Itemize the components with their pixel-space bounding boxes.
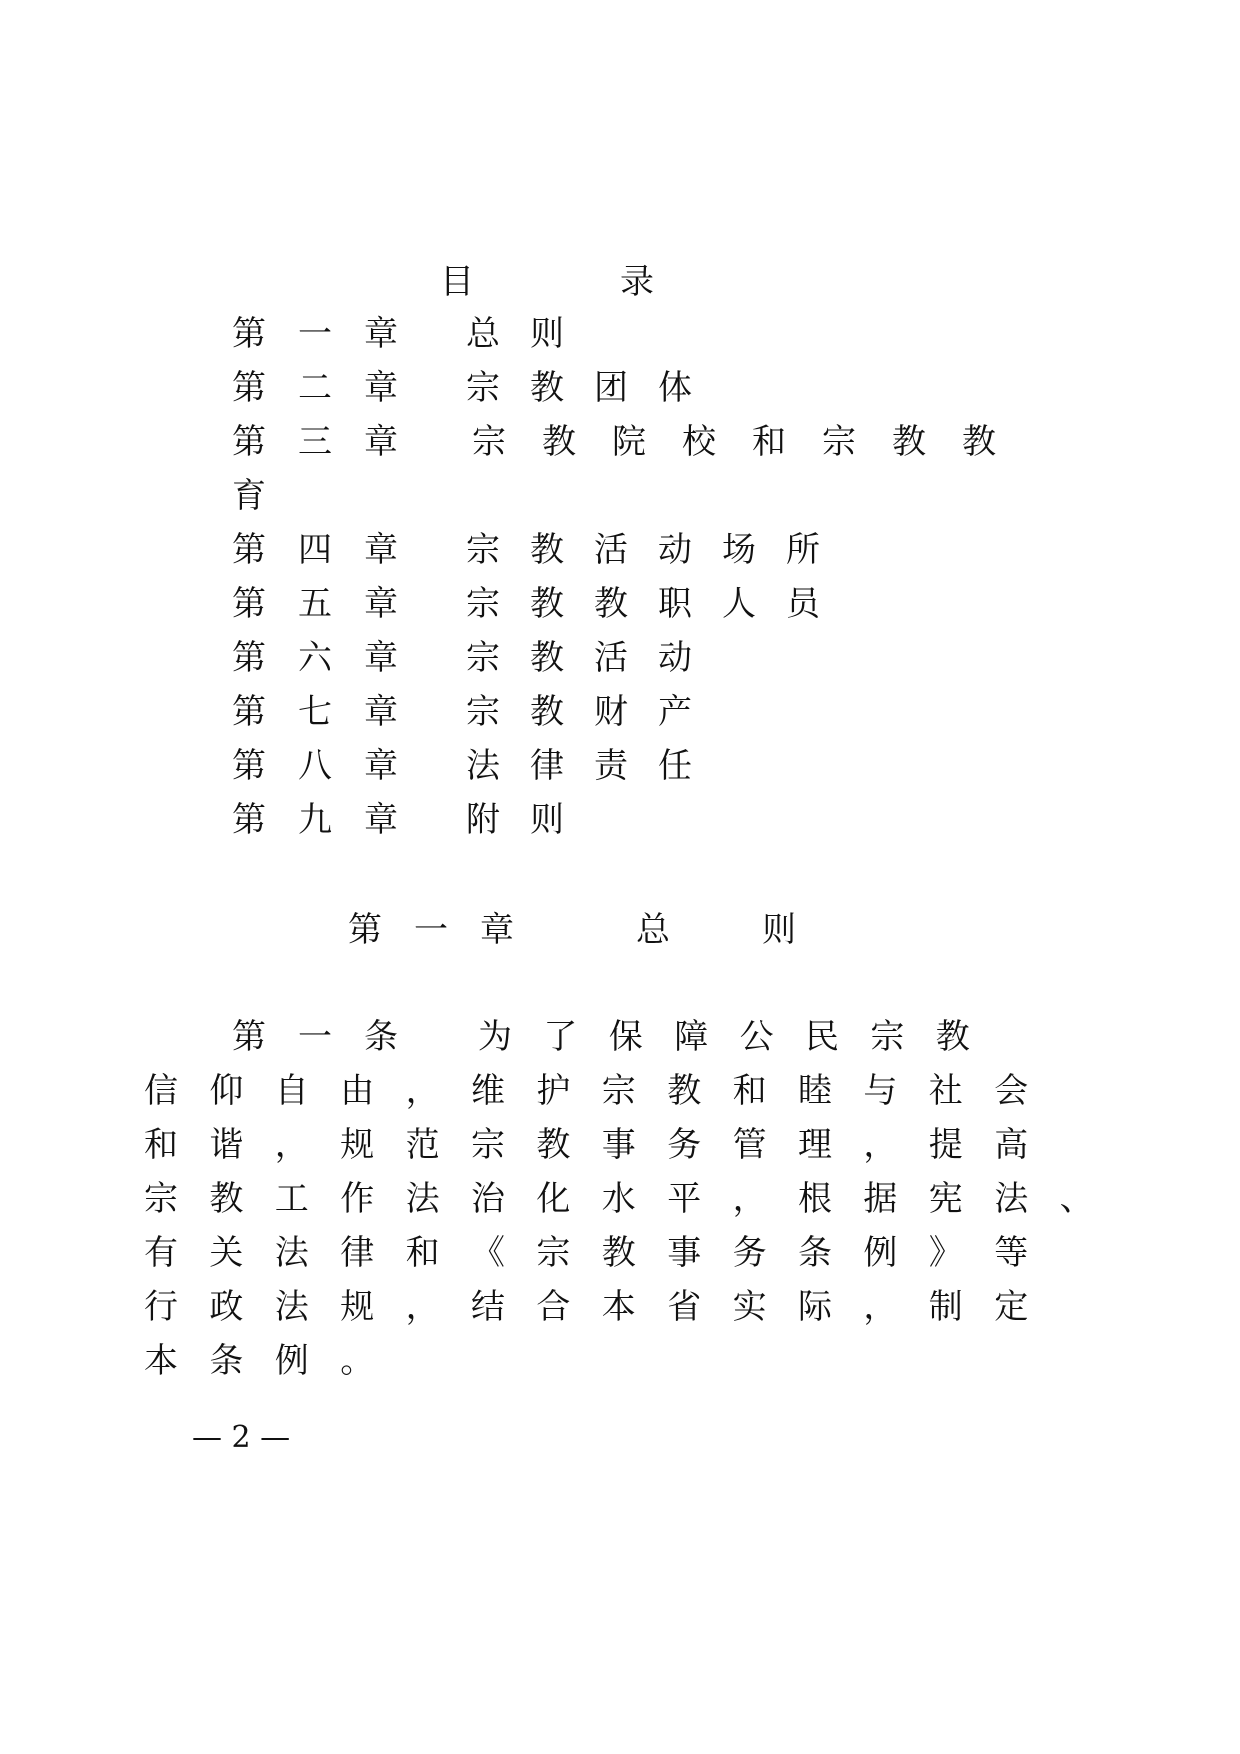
toc-chapter-3-name-continued: 育 — [232, 476, 266, 516]
toc-chapter-9-name: 附则 — [466, 800, 594, 840]
article-line-5: 有关法律和《宗教事务条例》等 — [144, 1233, 1060, 1273]
toc-chapter-3-name: 宗教院校和宗教教 — [472, 422, 1032, 462]
article-line-6: 行政法规，结合本省实际，制定 — [144, 1287, 1060, 1327]
article-line-2: 信仰自由，维护宗教和睦与社会 — [144, 1071, 1060, 1111]
article-line-4: 宗教工作法治化水平，根据宪法、 — [144, 1179, 1125, 1219]
toc-chapter-2-name: 宗教团体 — [466, 368, 722, 408]
toc-chapter-6-num: 第六章 — [232, 638, 430, 678]
toc-title-right: 录 — [620, 262, 654, 302]
article-line-3: 和谐，规范宗教事务管理，提高 — [144, 1125, 1060, 1165]
toc-chapter-1-name: 总则 — [466, 314, 594, 354]
toc-chapter-8-num: 第八章 — [232, 746, 430, 786]
toc-chapter-2-num: 第二章 — [232, 368, 430, 408]
toc-chapter-3-num: 第三章 — [232, 422, 430, 462]
toc-chapter-8-name: 法律责任 — [466, 746, 722, 786]
toc-title-left: 目 — [440, 262, 474, 302]
chapter-heading — [348, 910, 796, 950]
toc-chapter-9-num: 第九章 — [232, 800, 430, 840]
chapter-heading-num: 第一章 — [348, 910, 546, 950]
toc-chapter-5-name: 宗教教职人员 — [466, 584, 850, 624]
toc-chapter-4-num: 第四章 — [232, 530, 430, 570]
toc-title — [440, 262, 654, 302]
chapter-heading-name-b: 则 — [762, 910, 796, 950]
article-line-1: 为了保障公民宗教 — [478, 1017, 1002, 1057]
chapter-heading-name-a: 总 — [636, 910, 670, 950]
toc-chapter-6-name: 宗教活动 — [466, 638, 722, 678]
toc-chapter-7-num: 第七章 — [232, 692, 430, 732]
toc-chapter-1-num: 第一章 — [232, 314, 430, 354]
toc-chapter-4-name: 宗教活动场所 — [466, 530, 850, 570]
toc-chapter-5-num: 第五章 — [232, 584, 430, 624]
page-number: — 2 — — [192, 1420, 291, 1455]
article-line-7: 本条例。 — [144, 1341, 406, 1381]
toc-chapter-7-name: 宗教财产 — [466, 692, 722, 732]
article-label: 第一条 — [232, 1017, 430, 1057]
